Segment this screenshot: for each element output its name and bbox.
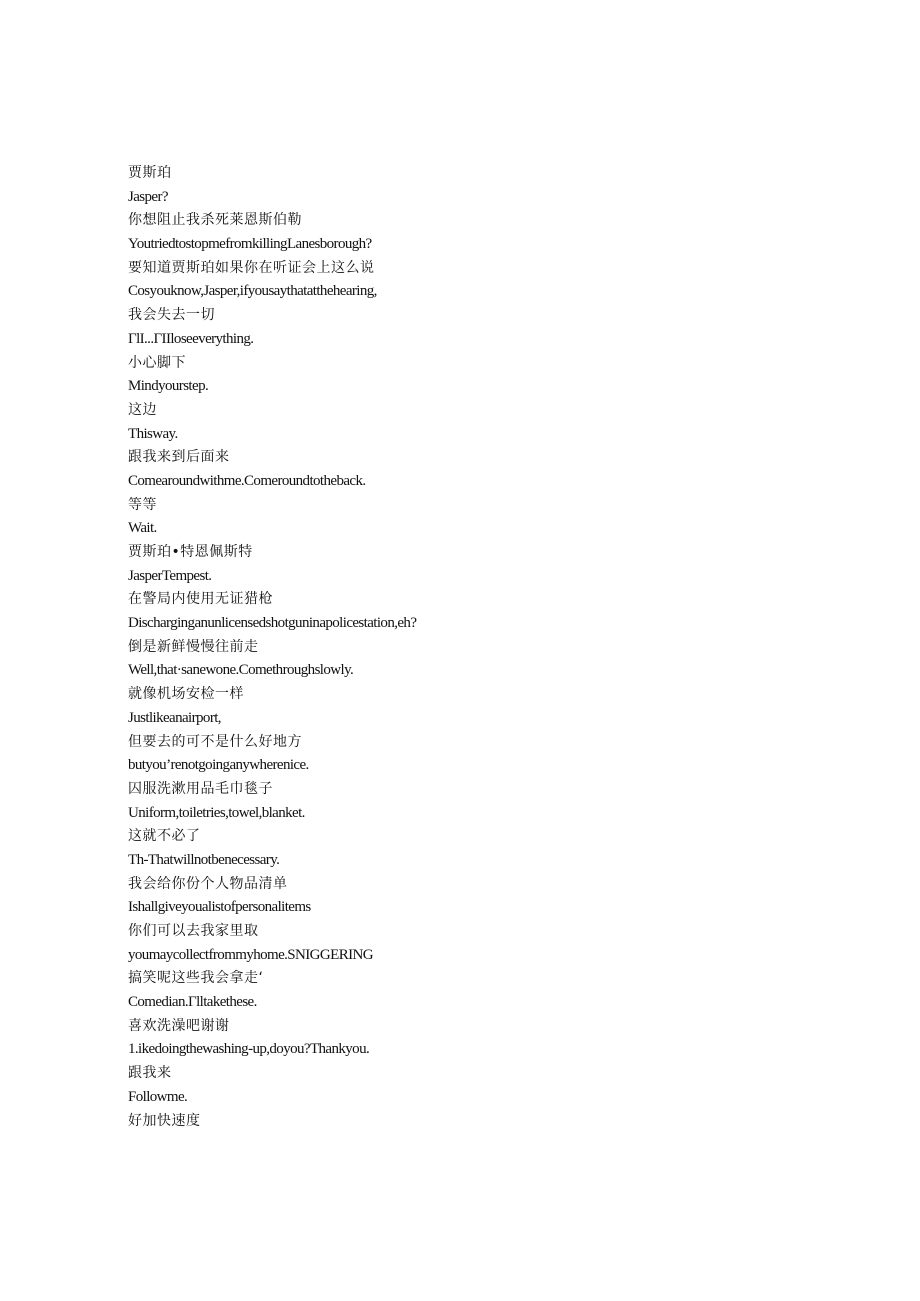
subtitle-line-english: Comearoundwithme.Comeroundtotheback. (128, 472, 366, 489)
subtitle-line-chinese: 我会失去一切 (128, 307, 215, 324)
subtitle-line-english: butyou’renotgoinganywherenice. (128, 757, 309, 774)
subtitle-line-chinese: 就像机场安检一样 (128, 686, 244, 703)
subtitle-line-english: youmaycollectfrommyhome.SNIGGERING (128, 946, 373, 963)
subtitle-line-english: Comedian.Γlltakethese. (128, 994, 257, 1011)
subtitle-line-chinese: 跟我来 (128, 1065, 172, 1082)
subtitle-line-english: Thisway. (128, 425, 178, 442)
subtitle-line-english: Th-Thatwillnotbenecessary. (128, 851, 280, 868)
subtitle-line-chinese: 你们可以去我家里取 (128, 923, 259, 939)
subtitle-lines (128, 162, 828, 1133)
subtitle-line-chinese: 你想阻止我杀死莱恩斯伯勒 (128, 212, 302, 229)
subtitle-line-english: Cosyouknow,Jasper,ifyousaythatatthehearing, (128, 283, 377, 300)
subtitle-line-chinese: 喜欢洗澡吧谢谢 (128, 1017, 230, 1034)
subtitle-line-chinese: 好加快速度 (128, 1112, 201, 1129)
subtitle-line-english: Discharginganunlicensedshotguninapolicestation,eh? (128, 615, 417, 632)
subtitle-line-english: ΓlI...ΓIIloseeverything. (128, 330, 254, 347)
subtitle-line-chinese: 贾斯珀 (128, 165, 172, 181)
subtitle-line-english: 1.ikedoingthewashing-up,doyou?Thankyou. (128, 1041, 370, 1058)
subtitle-line-chinese: 在警局内使用无证猎枪 (128, 591, 273, 608)
subtitle-line-chinese: 贾斯珀•特恩佩斯特 (128, 544, 253, 560)
subtitle-line-english: Followme. (128, 1088, 188, 1105)
subtitle-line-chinese: 囚服洗漱用品毛巾毯子 (128, 780, 273, 797)
subtitle-line-english: Wait. (128, 520, 157, 537)
subtitle-line-english: Justlikeanairport, (128, 709, 221, 726)
subtitle-line-chinese: 我会给你份个人物品清单 (128, 875, 288, 892)
subtitle-line-english: Well,that·sanewone.Comethroughslowly. (128, 662, 354, 679)
subtitle-line-chinese: 但要去的可不是什么好地方 (128, 733, 302, 750)
subtitle-line-english: YoutriedtostopmefromkillingLanesborough? (128, 236, 372, 253)
subtitle-line-english: Mindyourstep. (128, 378, 209, 395)
subtitle-line-english: Uniform,toiletries,towel,blanket. (128, 804, 305, 821)
subtitle-line-english: Jasper? (128, 188, 168, 205)
subtitle-line-chinese: 等等 (128, 496, 157, 513)
subtitle-line-chinese: 这就不必了 (128, 828, 201, 845)
subtitle-line-chinese: 搞笑呢这些我会拿走‘ (128, 970, 264, 987)
subtitle-line-chinese: 倒是新鲜慢慢往前走 (128, 638, 259, 655)
subtitle-line-chinese: 这边 (128, 401, 157, 418)
subtitle-line-chinese: 小心脚下 (128, 354, 186, 371)
subtitle-line-english: Ishallgiveyoualistofpersonalitems (128, 899, 311, 916)
subtitle-line-chinese: 跟我来到后面来 (128, 449, 230, 466)
subtitle-line-chinese: 要知道贾斯珀如果你在听证会上这么说 (128, 259, 375, 276)
subtitle-line-english: JasperTempest. (128, 567, 212, 584)
